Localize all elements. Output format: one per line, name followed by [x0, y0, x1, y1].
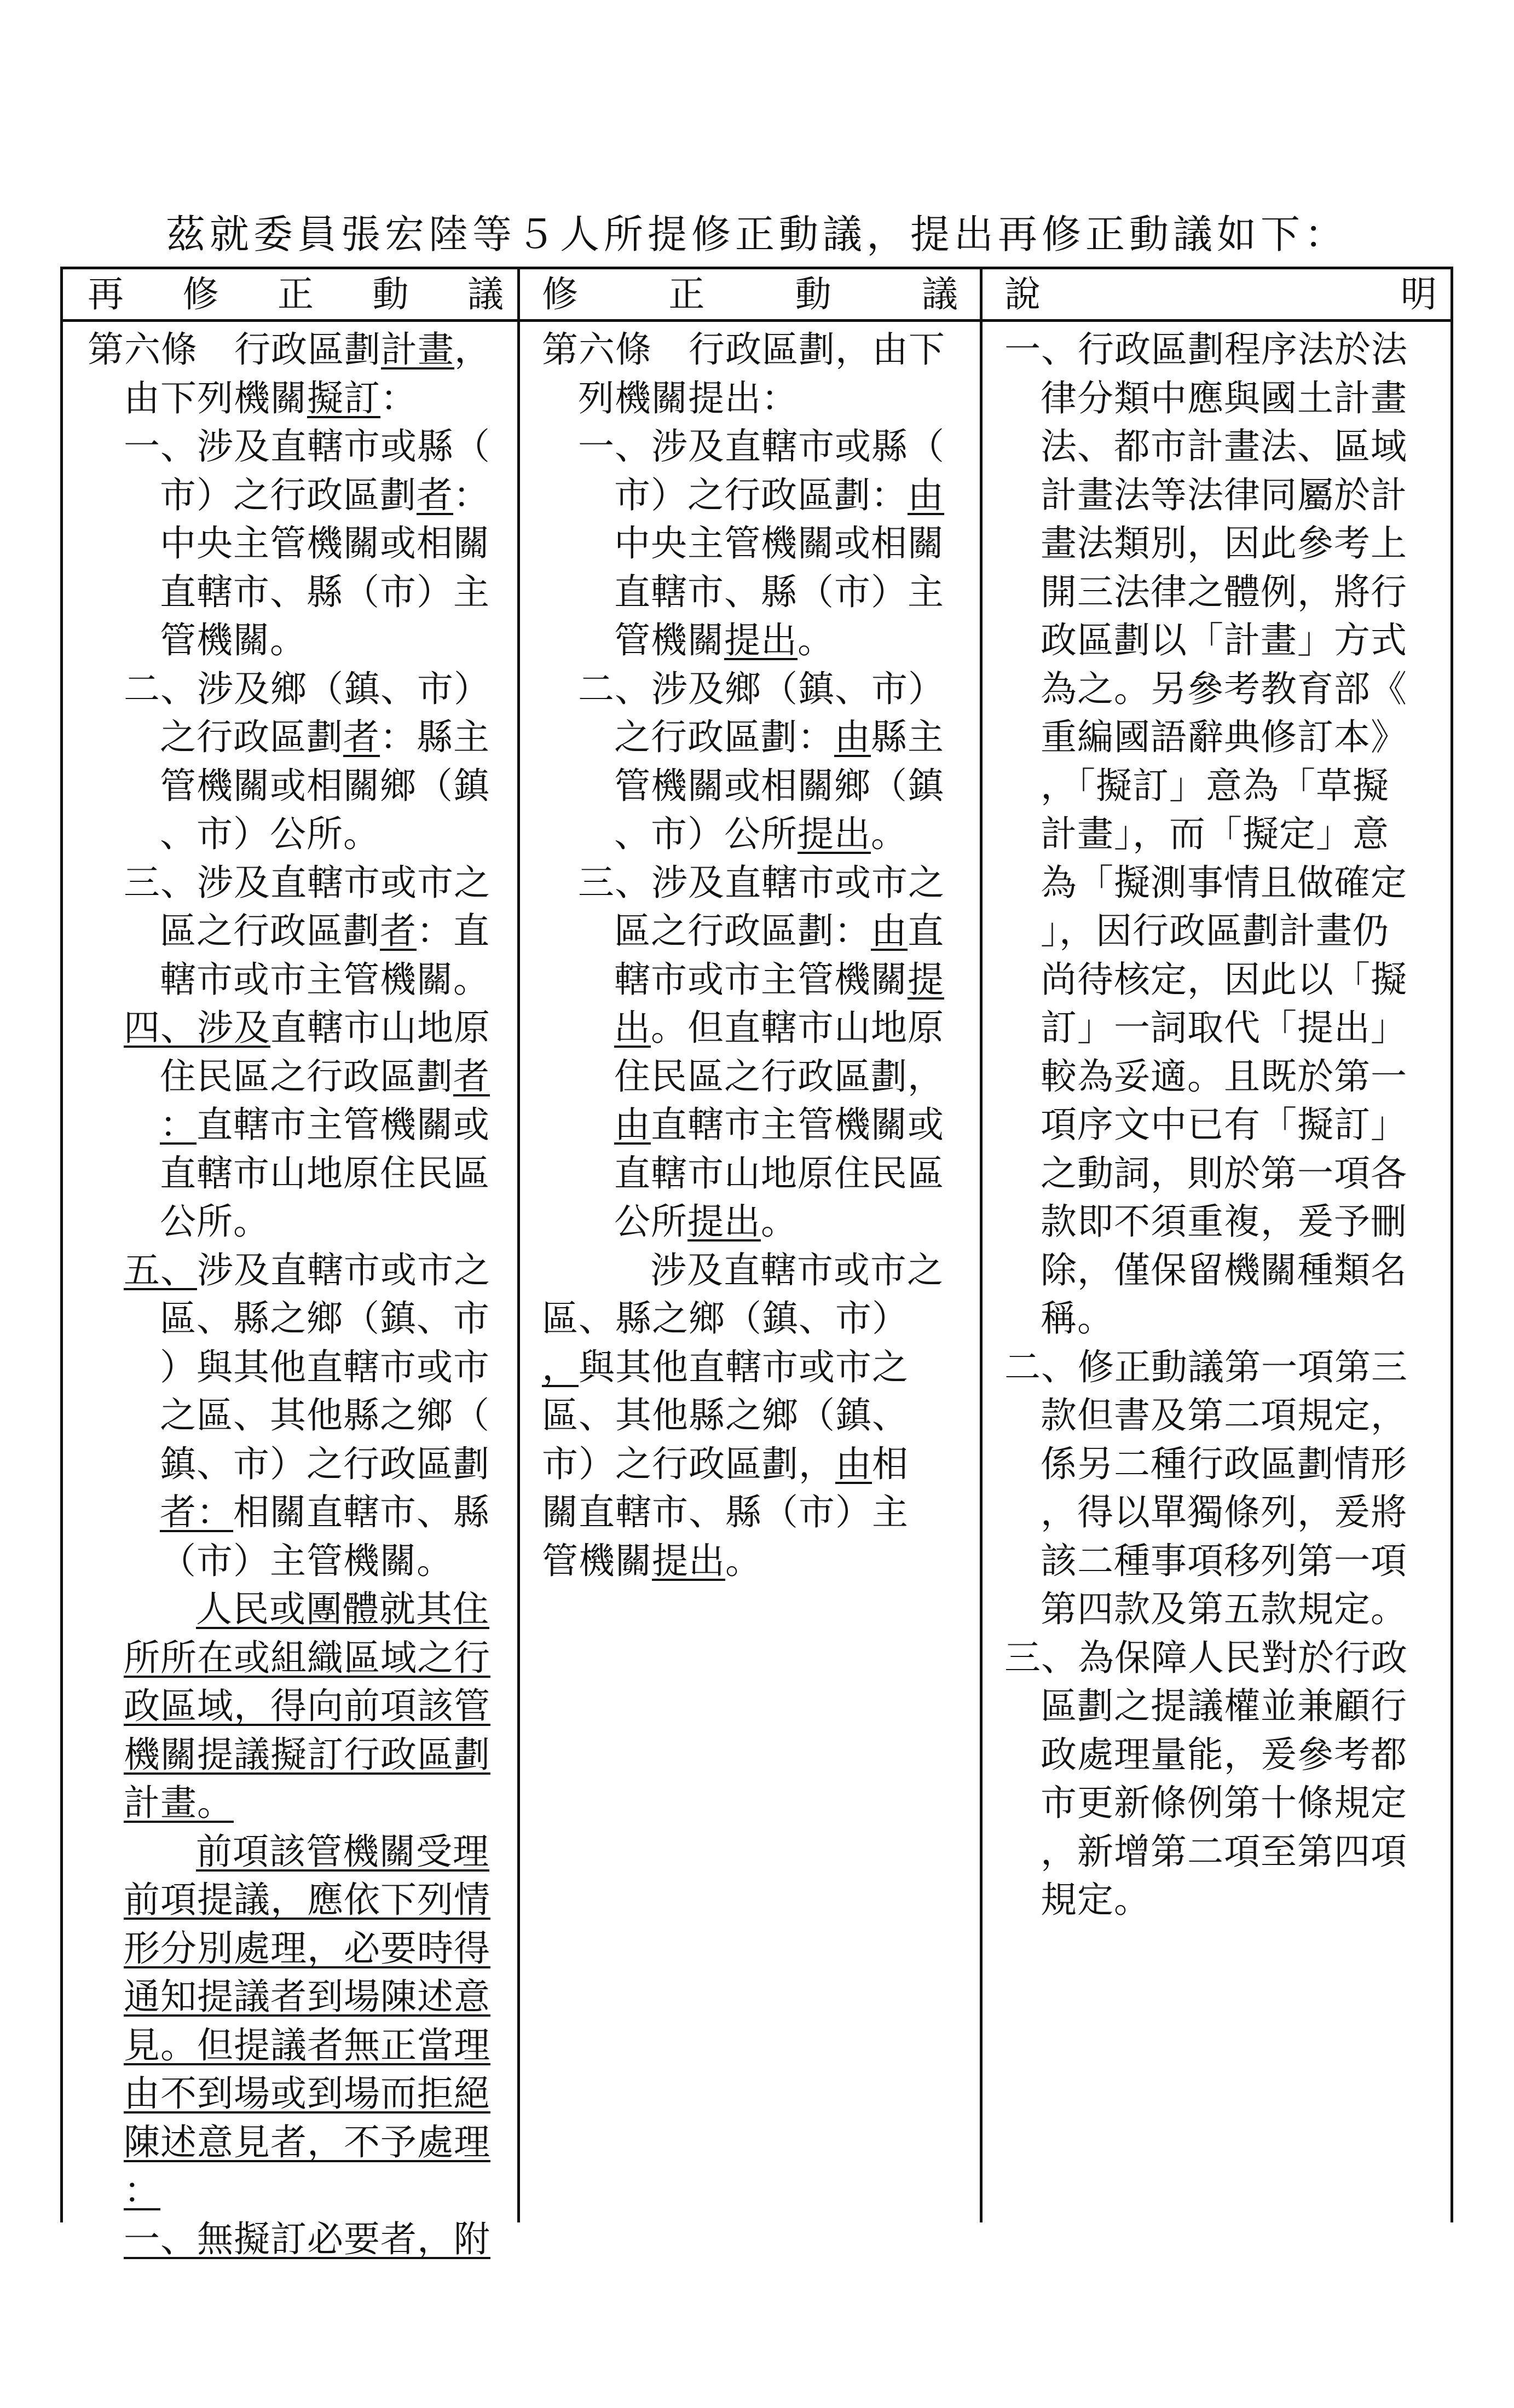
text-segment: 較為妥適。且既於第一	[1041, 1055, 1407, 1098]
text-line	[88, 1488, 515, 1537]
text-line	[1004, 665, 1448, 714]
underlined-text: 一、無擬訂必要者，附	[124, 2218, 490, 2260]
text-segment: 政處理量能，爰參考都	[1041, 1733, 1407, 1776]
text-line	[88, 1828, 515, 1876]
text-line	[88, 2118, 515, 2167]
header-char: 說	[1004, 273, 1041, 315]
text-line	[88, 1585, 515, 1634]
text-line	[1004, 1779, 1448, 1828]
text-segment: 係另二種行政區劃情形	[1041, 1442, 1407, 1485]
text-line	[1004, 568, 1448, 617]
text-segment: 。	[798, 619, 834, 661]
column-revised-motion	[88, 326, 515, 2263]
text-segment: 縣主	[871, 716, 944, 758]
text-line	[1004, 713, 1448, 762]
text-line	[88, 1876, 515, 1925]
text-line	[88, 616, 515, 665]
text-line	[542, 1101, 974, 1150]
underlined-text: 提	[908, 958, 944, 1001]
underlined-text: 由	[835, 1442, 872, 1485]
text-segment: ）與其他直轄市或市	[160, 1346, 490, 1388]
underlined-text: 見。但提議者無正當理	[124, 2024, 490, 2066]
text-line	[88, 1004, 515, 1053]
text-segment: 計畫」，而「擬定」意	[1041, 813, 1389, 855]
text-line	[542, 1004, 974, 1053]
text-line	[542, 423, 974, 471]
underlined-text: 政區域，得向前項該管	[124, 1685, 490, 1727]
text-line	[1004, 1198, 1448, 1246]
text-segment: 。	[725, 1539, 762, 1582]
text-segment: 涉及直轄市或市之	[650, 1249, 944, 1291]
underlined-text: 機關提議擬訂行政區劃	[124, 1733, 490, 1776]
text-line	[88, 374, 515, 423]
header-revised-motion	[88, 268, 504, 320]
text-line	[88, 810, 515, 859]
text-line	[88, 2215, 515, 2264]
underlined-text: 擬訂	[307, 377, 380, 419]
text-segment: 區劃之提議權並兼顧行	[1041, 1685, 1407, 1727]
underlined-text: 者：	[160, 1491, 233, 1533]
text-segment: 款但書及第二項規定，	[1041, 1394, 1407, 1436]
text-segment: 。但直轄市山地原	[651, 1007, 944, 1049]
text-line	[88, 2167, 515, 2215]
text-segment: 之動詞，則於第一項各	[1041, 1152, 1407, 1194]
text-line	[1004, 519, 1448, 568]
text-segment: ：	[453, 473, 490, 516]
text-line	[542, 810, 974, 859]
text-segment: ：直	[417, 910, 490, 952]
text-line	[542, 616, 974, 665]
text-segment: （市）主管機關。	[160, 1539, 453, 1582]
header-char: 修	[542, 273, 578, 315]
text-line	[542, 956, 974, 1004]
text-line	[88, 907, 515, 956]
text-line	[1004, 810, 1448, 859]
text-segment: 二、修正動議第一項第三	[1004, 1346, 1408, 1388]
text-segment: 管機關	[542, 1539, 652, 1582]
text-segment: 住民區之行政區劃，	[614, 1055, 944, 1098]
text-segment: 律分類中應與國土計畫	[1041, 377, 1407, 419]
text-line	[88, 1731, 515, 1780]
text-line	[1004, 907, 1448, 956]
text-segment: ：縣主	[380, 716, 490, 758]
header-char: 動	[795, 273, 831, 315]
text-line	[88, 1537, 515, 1586]
underlined-text: ，	[542, 1346, 579, 1388]
text-segment: 涉及直轄市或市之	[197, 1249, 490, 1291]
text-segment: 除，僅保留機關種類名	[1041, 1249, 1407, 1291]
text-line	[88, 1343, 515, 1392]
text-segment: 、市）公所。	[160, 813, 380, 855]
text-line	[1004, 956, 1448, 1004]
text-line	[1004, 1537, 1448, 1586]
text-line	[1004, 1828, 1448, 1876]
text-segment: ，得以單獨條列，爰將	[1041, 1491, 1407, 1533]
text-line	[88, 1779, 515, 1828]
text-segment: ，新增第二項至第四項	[1041, 1830, 1407, 1873]
text-segment: 直轄市山地原住民區	[614, 1152, 944, 1194]
underlined-text: 形分別處理，必要時得	[124, 1927, 490, 1970]
text-line	[542, 1391, 974, 1440]
text-line	[88, 665, 515, 714]
column-explanation	[1004, 326, 1448, 1925]
text-line	[542, 713, 974, 762]
underlined-text: 由	[908, 473, 944, 516]
text-line	[88, 1634, 515, 1683]
underlined-text: 出	[614, 1007, 651, 1049]
text-segment: 計畫法等法律同屬於計	[1041, 473, 1407, 516]
text-line	[88, 1246, 515, 1295]
text-segment: 規定。	[1041, 1879, 1151, 1921]
underlined-text: 前項該管機關受理	[196, 1830, 489, 1873]
text-segment: 一、涉及直轄市或縣（	[124, 425, 490, 467]
text-line	[88, 859, 515, 908]
text-line	[88, 1973, 515, 2022]
text-segment: 之行政區劃：	[614, 716, 834, 758]
text-line	[1004, 616, 1448, 665]
text-segment: 三、涉及直轄市或市之	[124, 861, 490, 904]
text-line	[88, 713, 515, 762]
text-segment: ，	[454, 328, 491, 371]
text-segment: 款即不須重複，爰予刪	[1041, 1200, 1407, 1243]
text-line	[88, 2022, 515, 2070]
text-segment: 區、縣之鄉（鎮、市）	[542, 1297, 909, 1339]
text-line	[88, 1295, 515, 1343]
text-segment: 一、涉及直轄市或縣（	[578, 425, 945, 467]
text-segment: 轄市或市主管機關	[614, 958, 908, 1001]
column-motion	[542, 326, 974, 1585]
text-segment: 管機關。	[160, 619, 307, 661]
text-line	[1004, 374, 1448, 423]
text-segment: 市更新條例第十條規定	[1041, 1782, 1407, 1824]
text-segment: 三、為保障人民對於行政	[1004, 1636, 1408, 1679]
text-segment: 管機關或相關鄉（鎮	[614, 764, 944, 807]
text-line	[542, 1343, 974, 1392]
text-line	[542, 1150, 974, 1198]
text-segment: 法、都市計畫法、區域	[1041, 425, 1407, 467]
text-line	[88, 568, 515, 617]
text-segment: 三、涉及直轄市或市之	[578, 861, 945, 904]
text-line	[1004, 1004, 1448, 1053]
text-line	[88, 1682, 515, 1731]
text-segment: 市）之行政區劃，	[542, 1442, 835, 1485]
text-segment: 二、涉及鄉（鎮、市）	[578, 667, 945, 710]
text-line	[542, 1246, 974, 1295]
table-right-border	[1451, 267, 1453, 2222]
text-segment: 一、行政區劃程序法於法	[1004, 328, 1408, 371]
text-line	[1004, 1295, 1448, 1343]
text-line	[1004, 1391, 1448, 1440]
header-char: 動	[372, 273, 409, 315]
text-segment: 」，因行政區劃計畫仍	[1041, 910, 1389, 952]
text-line	[88, 1053, 515, 1101]
text-line	[88, 956, 515, 1004]
underlined-text: 計畫	[381, 328, 454, 371]
text-segment: 第六條 行政區劃	[88, 328, 381, 371]
column-divider-2	[980, 267, 983, 2222]
text-line	[542, 1440, 974, 1489]
table-left-border	[60, 267, 63, 2222]
text-line	[1004, 1585, 1448, 1634]
text-line	[1004, 1488, 1448, 1537]
text-segment: 公所	[614, 1200, 687, 1243]
text-segment: 管機關或相關鄉（鎮	[160, 764, 490, 807]
text-segment: ：	[380, 377, 417, 419]
underlined-text: 由	[871, 910, 908, 952]
text-line	[1004, 1876, 1448, 1925]
text-segment: 。	[871, 813, 908, 855]
text-line	[1004, 423, 1448, 471]
text-line	[88, 519, 515, 568]
text-segment: 為之。另參考教育部《	[1041, 667, 1407, 710]
text-segment: 直轄市、縣（市）主	[614, 570, 944, 613]
underlined-text: 五、	[124, 1249, 197, 1291]
text-line	[88, 1198, 515, 1246]
text-segment: 尚待核定，因此以「擬	[1041, 958, 1407, 1001]
underlined-text: 者	[417, 473, 453, 516]
underlined-text: ：	[160, 1104, 197, 1146]
underlined-text: 者	[453, 1055, 490, 1098]
header-motion	[542, 268, 958, 320]
text-segment: 訂」一詞取代「提出」	[1041, 1007, 1407, 1049]
header-char: 再	[88, 273, 124, 315]
underlined-text: 由不到場或到場而拒絕	[124, 2072, 490, 2115]
text-segment: 該二種事項移列第一項	[1041, 1539, 1407, 1582]
text-segment: 開三法律之體例，將行	[1041, 570, 1407, 613]
text-segment: 之區、其他縣之鄉（	[160, 1394, 490, 1436]
text-line	[542, 1053, 974, 1101]
header-char: 正	[278, 273, 314, 315]
text-segment: 公所。	[160, 1200, 270, 1243]
text-line	[88, 1440, 515, 1489]
text-segment: 由下列機關	[124, 377, 307, 419]
text-line	[1004, 1101, 1448, 1150]
underlined-text: 由	[614, 1104, 651, 1146]
underlined-text: 提出	[724, 619, 798, 661]
header-char: 正	[668, 273, 705, 315]
underlined-text: 由	[834, 716, 871, 758]
text-line	[1004, 762, 1448, 811]
underlined-text: 提出	[687, 1200, 761, 1243]
text-segment: 稱。	[1041, 1297, 1114, 1339]
text-line	[88, 1101, 515, 1150]
text-line	[1004, 1682, 1448, 1731]
underlined-text: 計畫。	[124, 1782, 234, 1824]
underlined-text: 前項提議，應依下列情	[124, 1879, 490, 1921]
underlined-text: 提出	[652, 1539, 725, 1582]
text-segment: 中央主管機關或相關	[614, 522, 944, 564]
text-line	[542, 519, 974, 568]
text-line	[542, 568, 974, 617]
text-segment: 二、涉及鄉（鎮、市）	[124, 667, 490, 710]
text-segment: 、市）公所	[614, 813, 798, 855]
header-char: 議	[921, 273, 958, 315]
text-line	[1004, 1440, 1448, 1489]
text-segment: 項序文中已有「擬訂」	[1041, 1104, 1407, 1146]
text-segment: 區之行政區劃	[160, 910, 380, 952]
text-line	[542, 665, 974, 714]
header-char: 議	[467, 273, 504, 315]
text-line	[1004, 1343, 1448, 1392]
text-segment: 直轄市主管機關或	[651, 1104, 944, 1146]
underlined-text: 所所在或組織區域之行	[124, 1636, 490, 1679]
text-segment: 管機關	[614, 619, 724, 661]
text-line	[1004, 471, 1448, 520]
text-segment: 重編國語辭典修訂本》	[1041, 716, 1407, 758]
column-divider-1	[517, 267, 520, 2222]
header-explanation	[1004, 268, 1437, 320]
header-char: 修	[182, 273, 219, 315]
underlined-text: 人民或團體就其住	[196, 1588, 489, 1630]
text-line	[88, 762, 515, 811]
text-line	[542, 326, 974, 374]
text-line	[88, 471, 515, 520]
text-line	[542, 1295, 974, 1343]
text-line	[88, 1925, 515, 1973]
text-line	[542, 762, 974, 811]
text-segment: 第六條 行政區劃，由下	[542, 328, 945, 371]
text-segment: 直轄市山地原	[270, 1007, 490, 1049]
text-segment: 直	[908, 910, 944, 952]
text-segment: 與其他直轄市或市之	[579, 1346, 909, 1388]
document-title: 茲就委員張宏陸等５人所提修正動議，提出再修正動議如下：	[165, 211, 1348, 257]
text-line	[1004, 859, 1448, 908]
text-segment: 區、其他縣之鄉（鎮、	[542, 1394, 909, 1436]
text-segment: 市）之行政區劃：	[614, 473, 908, 516]
text-line	[88, 326, 515, 374]
text-segment: 相關直轄市、縣	[233, 1491, 490, 1533]
text-segment: 關直轄市、縣（市）主	[542, 1491, 909, 1533]
text-line	[1004, 1053, 1448, 1101]
text-line	[542, 471, 974, 520]
text-line	[88, 2070, 515, 2118]
underlined-text: 陳述意見者，不予處理	[124, 2121, 490, 2163]
text-segment: 區、縣之鄉（鎮、市	[160, 1297, 490, 1339]
text-line	[542, 1488, 974, 1537]
text-segment: ，「擬訂」意為「草擬	[1041, 764, 1389, 807]
underlined-text: ：	[124, 2169, 160, 2211]
text-segment: 轄市或市主管機關。	[160, 958, 490, 1001]
text-segment: 為「擬測事情且做確定	[1041, 861, 1407, 904]
header-char: 明	[1401, 273, 1437, 315]
text-line	[542, 1537, 974, 1586]
text-segment: 之行政區劃	[160, 716, 343, 758]
text-line	[542, 907, 974, 956]
text-segment: 。	[761, 1200, 798, 1243]
underlined-text: 提出	[798, 813, 871, 855]
text-segment: 區之行政區劃：	[614, 910, 871, 952]
underlined-text: 者	[343, 716, 380, 758]
text-segment: 直轄市山地原住民區	[160, 1152, 490, 1194]
text-segment: 直轄市、縣（市）主	[160, 570, 490, 613]
text-segment: 第四款及第五款規定。	[1041, 1588, 1407, 1630]
text-line	[542, 374, 974, 423]
text-segment: 鎮、市）之行政區劃	[160, 1442, 490, 1485]
text-line	[1004, 1150, 1448, 1198]
text-line	[88, 1391, 515, 1440]
text-line	[1004, 1246, 1448, 1295]
text-segment: 相	[872, 1442, 909, 1485]
text-line	[1004, 1634, 1448, 1683]
text-segment: 市）之行政區劃	[160, 473, 417, 516]
underlined-text: 者	[380, 910, 417, 952]
text-line	[1004, 326, 1448, 374]
text-segment: 中央主管機關或相關	[160, 522, 490, 564]
text-segment: 直轄市主管機關或	[197, 1104, 490, 1146]
underlined-text: 四、涉及	[124, 1007, 270, 1049]
text-line	[88, 1150, 515, 1198]
text-segment: 政區劃以「計畫」方式	[1041, 619, 1407, 661]
text-segment: 列機關提出：	[578, 377, 798, 419]
text-line	[542, 1198, 974, 1246]
text-line	[542, 859, 974, 908]
text-segment: 住民區之行政區劃	[160, 1055, 453, 1098]
text-segment: 畫法類別，因此參考上	[1041, 522, 1407, 564]
underlined-text: 通知提議者到場陳述意	[124, 1976, 490, 2018]
text-line	[1004, 1731, 1448, 1780]
text-line	[88, 423, 515, 471]
